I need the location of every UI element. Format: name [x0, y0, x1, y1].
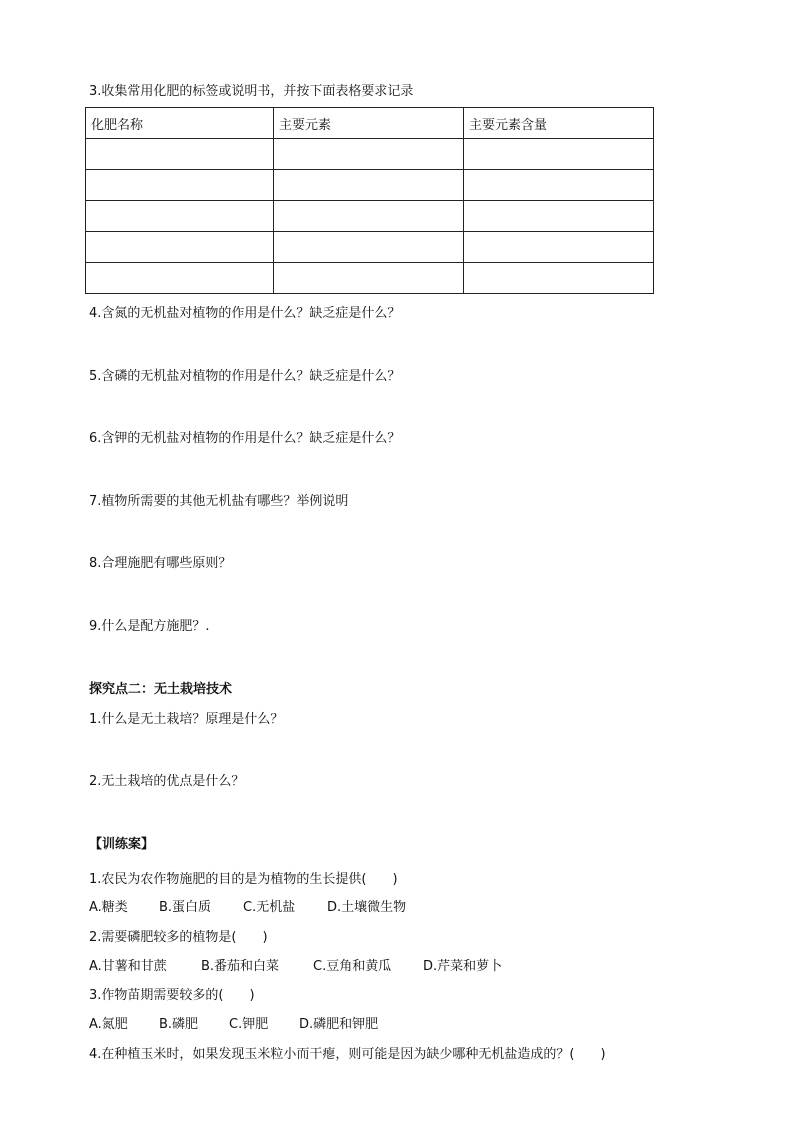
table-cell[interactable]: [86, 139, 274, 170]
table-cell[interactable]: [464, 263, 654, 294]
option-b[interactable]: B.磷肥: [159, 1017, 199, 1032]
option-d[interactable]: D.磷肥和钾肥: [299, 1017, 379, 1032]
table-row: [86, 201, 654, 232]
training-question-4: 4.在种植玉米时，如果发现玉米粒小而干瘪，则可能是因为缺少哪种无机盐造成的？( ): [89, 1047, 606, 1062]
table-row: [86, 232, 654, 263]
training-question-2: 2.需要磷肥较多的植物是( ): [89, 930, 268, 945]
header-fertilizer-name: 化肥名称: [86, 108, 274, 139]
table-cell[interactable]: [464, 201, 654, 232]
table-row: [86, 139, 654, 170]
question-5: 5.含磷的无机盐对植物的作用是什么？缺乏症是什么？: [89, 369, 401, 384]
question-6: 6.含钾的无机盐对植物的作用是什么？缺乏症是什么？: [89, 431, 401, 446]
table-row: [86, 263, 654, 294]
question-7: 7.植物所需要的其他无机盐有哪些？举例说明: [89, 494, 349, 509]
header-element-content: 主要元素含量: [464, 108, 654, 139]
table-cell[interactable]: [464, 232, 654, 263]
table-cell[interactable]: [464, 170, 654, 201]
option-a[interactable]: A.氮肥: [89, 1017, 128, 1032]
section-2-question-1: 1.什么是无土栽培？原理是什么？: [89, 712, 284, 727]
option-c[interactable]: C.无机盐: [243, 900, 296, 915]
question-3: 3.收集常用化肥的标签或说明书，并按下面表格要求记录: [89, 84, 414, 99]
table-cell[interactable]: [274, 201, 464, 232]
training-question-3: 3.作物苗期需要较多的( ): [89, 988, 255, 1003]
table-cell[interactable]: [274, 263, 464, 294]
fertilizer-record-table: [85, 107, 654, 294]
option-a[interactable]: A.甘薯和甘蔗: [89, 959, 167, 974]
option-b[interactable]: B.蛋白质: [159, 900, 212, 915]
option-b[interactable]: B.番茄和白菜: [201, 959, 280, 974]
option-c[interactable]: C.豆角和黄瓜: [313, 959, 392, 974]
table-cell[interactable]: [274, 170, 464, 201]
training-question-1: 1.农民为农作物施肥的目的是为植物的生长提供( ): [89, 872, 398, 887]
option-a[interactable]: A.糖类: [89, 900, 128, 915]
header-main-element: 主要元素: [274, 108, 464, 139]
training-options-2: [89, 958, 502, 976]
section-2-question-2: 2.无土栽培的优点是什么？: [89, 774, 245, 789]
table-cell[interactable]: [274, 139, 464, 170]
section-2-title: 探究点二：无土栽培技术: [89, 682, 233, 697]
table-cell[interactable]: [464, 139, 654, 170]
question-9: 9.什么是配方施肥？.: [89, 619, 210, 634]
option-c[interactable]: C.钾肥: [229, 1017, 269, 1032]
table-cell[interactable]: [274, 232, 464, 263]
question-4: 4.含氮的无机盐对植物的作用是什么？缺乏症是什么？: [89, 306, 401, 321]
table-cell[interactable]: [86, 201, 274, 232]
table-cell[interactable]: [86, 232, 274, 263]
option-d[interactable]: D.土壤微生物: [327, 900, 407, 915]
training-options-1: [89, 899, 406, 917]
option-d[interactable]: D.芹菜和萝卜: [423, 959, 503, 974]
training-title: 【训练案】: [89, 837, 155, 852]
training-options-3: [89, 1016, 378, 1034]
table-header-row: [86, 108, 654, 139]
table-cell[interactable]: [86, 170, 274, 201]
table-row: [86, 170, 654, 201]
question-8: 8.合理施肥有哪些原则？: [89, 556, 232, 571]
table-cell[interactable]: [86, 263, 274, 294]
